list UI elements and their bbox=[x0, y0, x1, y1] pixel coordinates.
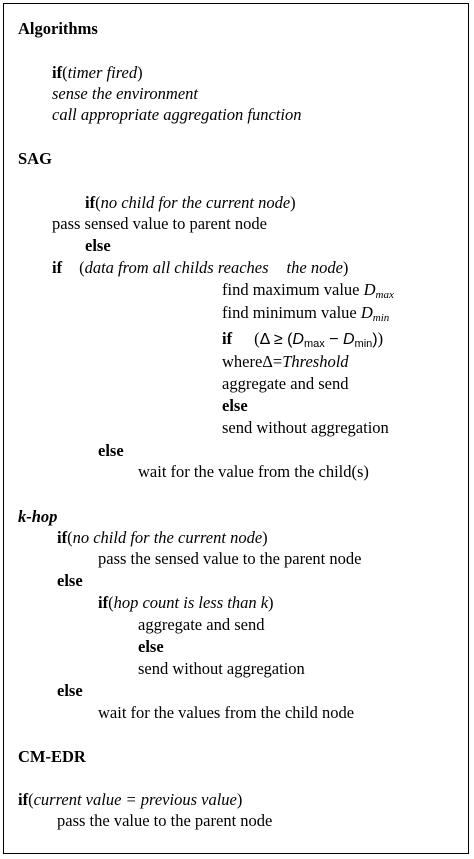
khop-if-hop-line: if(hop count is less than k) bbox=[98, 593, 274, 612]
sag-wait-line: wait for the value from the child(s) bbox=[138, 462, 369, 481]
subscript-max: max bbox=[375, 289, 394, 301]
sag-if-no-child-line: if(no child for the current node) bbox=[85, 193, 296, 212]
sag-where-line bbox=[222, 352, 349, 372]
sag-else-3: else bbox=[98, 441, 124, 460]
subscript-min: min bbox=[372, 312, 390, 324]
keyword-if: if bbox=[57, 528, 68, 547]
sag-else-2: else bbox=[222, 396, 248, 415]
formula-sub-max: max bbox=[303, 338, 325, 350]
condition-text: data from all childs reaches bbox=[84, 258, 269, 277]
condition-text: no child for the current node bbox=[72, 528, 263, 547]
formula-minus: − bbox=[324, 331, 343, 348]
keyword-if: if bbox=[85, 193, 96, 212]
sag-aggregate-line: aggregate and send bbox=[222, 374, 349, 393]
sag-if-threshold-line: if $(\Delta \ge (D_{max} - D_{min}))$ bbox=[222, 329, 384, 350]
khop-wait-line: wait for the values from the child node bbox=[98, 703, 355, 722]
algorithms-call-line: call appropriate aggregation function bbox=[52, 105, 302, 124]
variable-d: D bbox=[360, 303, 373, 322]
threshold-word: Threshold bbox=[282, 352, 349, 371]
condition-text: timer fired bbox=[67, 63, 138, 82]
threshold-formula bbox=[260, 331, 378, 348]
formula-sub-min: min bbox=[354, 338, 373, 350]
sag-heading: SAG bbox=[18, 149, 52, 168]
formula-d-min: D bbox=[342, 331, 355, 348]
keyword-if: if bbox=[18, 790, 29, 809]
keyword-if: if bbox=[98, 593, 109, 612]
formula-close: ) bbox=[372, 331, 378, 348]
khop-if-no-child-line: if(no child for the current node) bbox=[57, 528, 268, 547]
cmedr-heading: CM-EDR bbox=[18, 747, 86, 766]
algorithms-if-line: if(timer fired) bbox=[52, 63, 143, 82]
sag-else-1: else bbox=[85, 236, 111, 255]
khop-else-2: else bbox=[138, 637, 164, 656]
sag-pass-line: pass sensed value to parent node bbox=[52, 214, 267, 233]
condition-text: hop count is less than k bbox=[113, 593, 269, 612]
khop-pass-line: pass the sensed value to the parent node bbox=[98, 549, 362, 568]
khop-send-without-line: send without aggregation bbox=[138, 659, 305, 678]
condition-text: no child for the current node bbox=[100, 193, 291, 212]
find-min-text: find minimum value bbox=[222, 303, 357, 322]
sag-if-data-line: if (data from all childs reaches the node) bbox=[52, 258, 349, 277]
sag-find-min-line bbox=[222, 303, 389, 323]
formula-d-max: D bbox=[292, 331, 304, 348]
cmedr-pass-line: pass the value to the parent node bbox=[57, 811, 273, 830]
khop-heading: k-hop bbox=[18, 507, 58, 526]
find-max-text: find maximum value bbox=[222, 280, 360, 299]
keyword-if: if bbox=[52, 63, 63, 82]
variable-d: D bbox=[363, 280, 376, 299]
formula-delta: Δ ≥ ( bbox=[259, 331, 293, 348]
cmedr-if-line: if(current value = previous value) bbox=[18, 790, 243, 809]
algorithms-sense-line: sense the environment bbox=[52, 84, 199, 103]
condition-text-end: the node bbox=[286, 258, 343, 277]
sag-find-max-line bbox=[222, 280, 394, 300]
khop-aggregate-line: aggregate and send bbox=[138, 615, 265, 634]
keyword-if: if bbox=[222, 329, 233, 348]
khop-else-3: else bbox=[57, 681, 83, 700]
where-prefix: whereΔ= bbox=[222, 352, 283, 371]
algorithms-heading: Algorithms bbox=[18, 19, 98, 38]
sag-send-without-line: send without aggregation bbox=[222, 418, 389, 437]
keyword-if: if bbox=[52, 258, 63, 277]
khop-else-1: else bbox=[57, 571, 83, 590]
condition-text: current value = previous value bbox=[33, 790, 237, 809]
